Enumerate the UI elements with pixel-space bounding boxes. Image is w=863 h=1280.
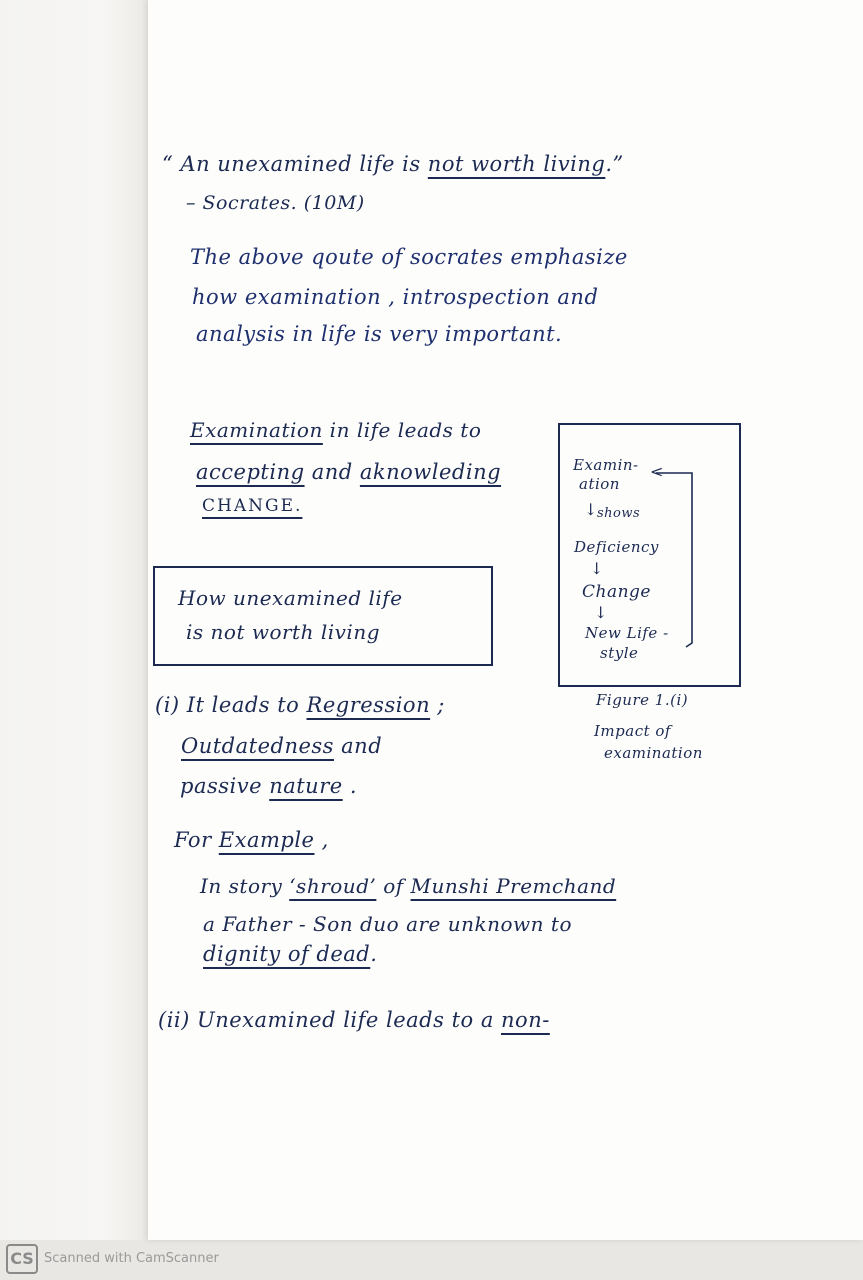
example-line-2: a Father - Son duo are unknown to: [203, 912, 572, 936]
example-comma: ,: [314, 828, 329, 852]
quote-close: .”: [605, 152, 624, 176]
subheading-box: [153, 566, 493, 666]
and-word: and: [304, 460, 360, 484]
example-end: .: [370, 942, 378, 966]
example-for: For: [174, 828, 219, 852]
point-1-intro: (i) It leads to: [155, 693, 307, 717]
point-1-line-1: [155, 693, 445, 717]
quote-attribution: – Socrates. (10M): [186, 192, 365, 214]
intro-line-3: analysis in life is very important.: [196, 322, 563, 346]
examination-line-1: [190, 418, 481, 442]
subheading-line-2: is not worth living: [186, 620, 381, 644]
figure-caption-1: Figure 1.(i): [596, 691, 689, 709]
camscanner-text: Scanned with CamScanner: [44, 1251, 219, 1266]
intro-line-2: how examination , introspection and: [192, 285, 599, 309]
example-of: of: [376, 874, 411, 898]
nature-term: nature: [269, 774, 343, 798]
accepting-term: accepting: [196, 460, 305, 484]
examination-rest: in life leads to: [322, 418, 482, 442]
premchand-term: Munshi Premchand: [410, 874, 617, 898]
examination-line-2: [196, 460, 501, 484]
down-arrow-icon: ↓: [590, 559, 604, 578]
regression-term: Regression: [306, 693, 431, 717]
camscanner-logo: CS: [6, 1244, 38, 1274]
non-term: non-: [501, 1008, 550, 1032]
quote-underlined: not worth living: [427, 152, 606, 176]
example-heading: [174, 828, 329, 852]
figure-step-new-lifestyle-1: New Life -: [585, 624, 669, 642]
down-arrow-icon: ↓: [584, 500, 598, 519]
figure-caption-2: Impact of: [594, 722, 671, 740]
examination-term: Examination: [190, 418, 323, 442]
figure-step-examination-2: ation: [579, 475, 620, 493]
figure-step-new-lifestyle-2: style: [600, 644, 639, 662]
camscanner-watermark: [6, 1242, 306, 1276]
passive-word: passive: [180, 774, 270, 798]
aknowleding-term: aknowleding: [359, 460, 502, 484]
intro-line-1: The above qoute of socrates emphasize: [190, 245, 628, 269]
dignity-term: dignity of dead: [203, 942, 371, 966]
figure-caption-3: examination: [604, 744, 703, 762]
figure-step-deficiency: Deficiency: [574, 538, 659, 556]
change-term: CHANGE.: [202, 496, 303, 516]
point-1-end: .: [342, 774, 358, 798]
subheading-line-1: How unexamined life: [178, 586, 403, 610]
point-2-text: (ii) Unexamined life leads to a: [158, 1008, 502, 1032]
down-arrow-icon: ↓: [594, 603, 608, 622]
example-line-1: [200, 874, 616, 898]
scan-margin: [0, 0, 148, 1240]
figure-step-examination-1: Examin-: [573, 456, 639, 474]
example-term: Example: [218, 828, 315, 852]
point-1-and: and: [333, 734, 383, 758]
example-line-3: [203, 942, 377, 966]
figure-shows-label: shows: [597, 506, 641, 521]
examination-line-3: [202, 496, 302, 516]
loop-arrowhead-icon: <: [650, 462, 664, 481]
point-1-sep: ;: [430, 693, 445, 717]
quote-line: [162, 152, 624, 176]
point-2-line: [158, 1008, 550, 1032]
shroud-term: ‘shroud’: [289, 874, 377, 898]
point-1-line-2: [181, 734, 382, 758]
figure-step-change: Change: [582, 582, 651, 602]
example-in-story: In story: [200, 874, 290, 898]
point-1-line-3: [180, 774, 357, 798]
outdatedness-term: Outdatedness: [181, 734, 334, 758]
quote-text: “ An unexamined life is: [162, 152, 428, 176]
